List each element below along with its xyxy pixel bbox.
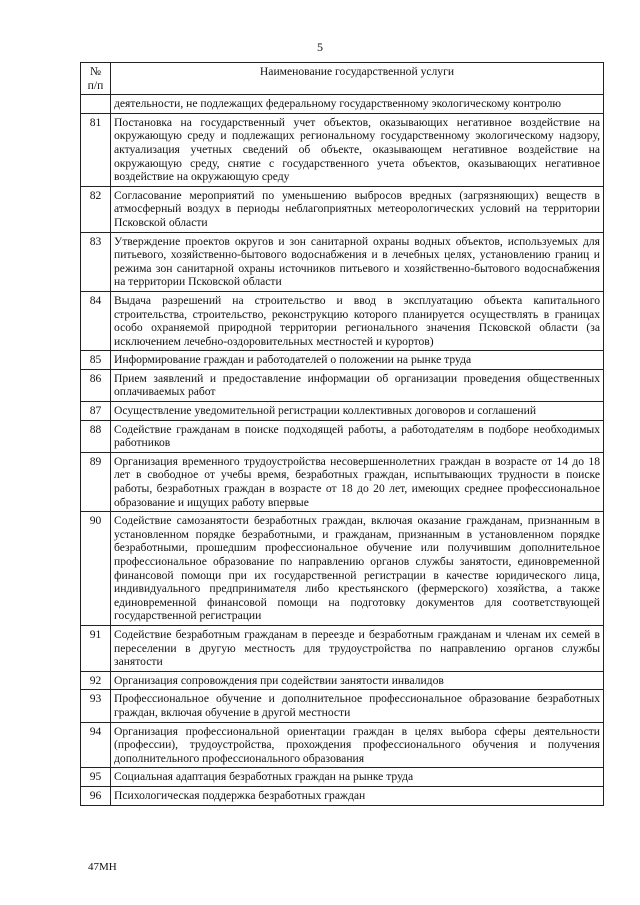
- table-row: [81, 512, 604, 626]
- table-row: [81, 402, 604, 421]
- document-code: 47МН: [88, 861, 117, 873]
- table-row: [81, 420, 604, 452]
- table-row: [81, 671, 604, 690]
- table-row: [81, 95, 604, 114]
- service-name: Содействие безработным гражданам в переезде и безработным гражданам и членам их семей в переселении в другую местность для трудоустройства по направлению органов службы занятости: [111, 625, 604, 671]
- row-number: 92: [81, 671, 111, 690]
- service-name: Организация временного трудоустройства несовершеннолетних граждан в возрасте от 14 до 18 лет в свободное от учебы время, безработных граждан, испытывающих трудности в поиске работы, безработных граждан в возрасте от 18 до 20 лет, имеющих среднее профессиональное образование и ищущих работу впервые: [111, 452, 604, 511]
- table-row: [81, 452, 604, 511]
- row-number: 81: [81, 113, 111, 186]
- table-row: [81, 722, 604, 768]
- column-header-number: № п/п: [81, 63, 111, 95]
- table-row: [81, 291, 604, 350]
- row-number: 96: [81, 786, 111, 805]
- service-name: Организация профессиональной ориентации граждан в целях выбора сферы деятельности (профессии), трудоустройства, прохождения профессионального обучения и получения дополнительного профессионального образования: [111, 722, 604, 768]
- table-row: [81, 232, 604, 291]
- service-name: Социальная адаптация безработных граждан на рынке труда: [111, 768, 604, 787]
- row-number: 86: [81, 369, 111, 401]
- table-row: [81, 786, 604, 805]
- service-name: Содействие самозанятости безработных граждан, включая оказание гражданам, признанным в установленном порядке безработными, и гражданам, признанным в установленном порядке безработными, прошедшим профессиональное обучение или получившим дополнительное профессиональное образование по направлению органов службы занятости, единовременной финансовой помощи при их государственной регистрации в качестве юридического лица, индивидуального предпринимателя либо крестьянского (фермерского) хозяйства, а также единовременной финансовой помощи на подготовку документов для соответствующей государственной регистрации: [111, 512, 604, 626]
- page-number: 5: [317, 40, 323, 54]
- service-name: Организация сопровождения при содействии занятости инвалидов: [111, 671, 604, 690]
- row-number: 84: [81, 291, 111, 350]
- table-row: [81, 186, 604, 232]
- service-name: деятельности, не подлежащих федеральному государственному экологическому контролю: [111, 95, 604, 114]
- table-header-row: [81, 63, 604, 95]
- service-name: Прием заявлений и предоставление информации об организации проведения общественных оплачиваемых работ: [111, 369, 604, 401]
- service-name: Выдача разрешений на строительство и ввод в эксплуатацию объекта капитального строительства, строительство, реконструкцию которого планируется осуществлять в границах особо охраняемой природной территории регионального значения Псковской области (за исключением лечебно-оздоровительных местностей и курортов): [111, 291, 604, 350]
- service-name: Информирование граждан и работодателей о положении на рынке труда: [111, 351, 604, 370]
- row-number: 83: [81, 232, 111, 291]
- row-number: 85: [81, 351, 111, 370]
- service-name: Утверждение проектов округов и зон санитарной охраны водных объектов, используемых для питьевого, хозяйственно-бытового водоснабжения и в лечебных целях, установлению границ и режима зон санитарной охраны источников питьевого и хозяйственно-бытового водоснабжения на территории Псковской области: [111, 232, 604, 291]
- row-number: 90: [81, 512, 111, 626]
- service-name: Согласование мероприятий по уменьшению выбросов вредных (загрязняющих) веществ в атмосферный воздух в периоды неблагоприятных метеорологических условий на территории Псковской области: [111, 186, 604, 232]
- row-number: 82: [81, 186, 111, 232]
- service-name: Профессиональное обучение и дополнительное профессиональное образование безработных граждан, включая обучение в другой местности: [111, 690, 604, 722]
- row-number: 95: [81, 768, 111, 787]
- services-table: [80, 62, 604, 806]
- table-body: [81, 95, 604, 805]
- table-row: [81, 351, 604, 370]
- service-name: Психологическая поддержка безработных граждан: [111, 786, 604, 805]
- row-number: 88: [81, 420, 111, 452]
- table-row: [81, 690, 604, 722]
- table-row: [81, 113, 604, 186]
- table-row: [81, 625, 604, 671]
- service-name: Постановка на государственный учет объектов, оказывающих негативное воздействие на окружающую среду и подлежащих региональному государственному экологическому надзору, актуализация учетных сведений об объекте, оказывающем негативное воздействие на окружающую среду, снятие с государственного учета объектов, оказывающих негативное воздействие на окружающую среду: [111, 113, 604, 186]
- row-number: 93: [81, 690, 111, 722]
- row-number: [81, 95, 111, 114]
- row-number: 87: [81, 402, 111, 421]
- column-header-service-name: Наименование государственной услуги: [111, 63, 604, 95]
- row-number: 89: [81, 452, 111, 511]
- table-row: [81, 369, 604, 401]
- service-name: Осуществление уведомительной регистрации коллективных договоров и соглашений: [111, 402, 604, 421]
- service-name: Содействие гражданам в поиске подходящей работы, а работодателям в подборе необходимых работников: [111, 420, 604, 452]
- row-number: 91: [81, 625, 111, 671]
- row-number: 94: [81, 722, 111, 768]
- table-row: [81, 768, 604, 787]
